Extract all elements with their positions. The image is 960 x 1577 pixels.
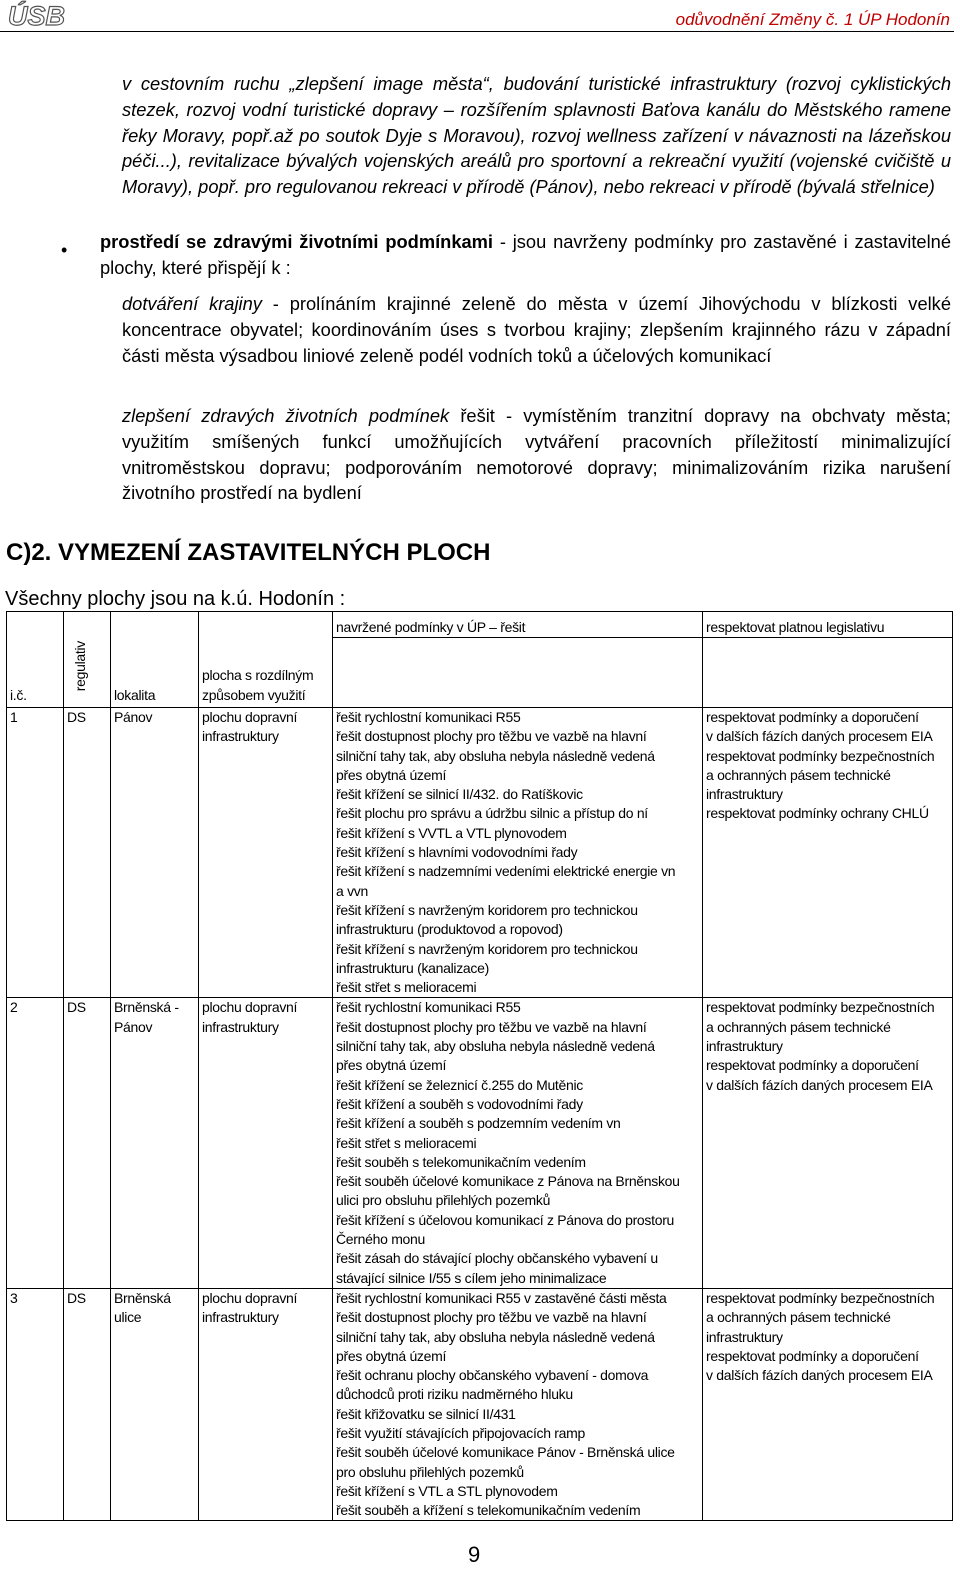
header-regulativ-label: regulativ — [72, 641, 88, 692]
table-row — [7, 708, 953, 998]
environment-bullet-item — [100, 229, 951, 281]
row-navrzene: řešit rychlostní komunikaci R55 řešit dostupnost plochy pro těžbu ve vazbě na hlavní silniční tahy tak, aby obsluha nebyla následně vedená přes obytná území řešit křížení se silnicí II/432. do Ratíškovic řešit plochu pro správu a údržbu silnic a přístup do ní řešit křížení s VVTL a VTL plynovodem řešit křížení s hlavními vodovodními řady řešit křížení s nadzemními vedeními elektrické energie vn a vvn řešit křížení s navrženým koridorem pro technickou infrastrukturu (produktovod a ropovod) řešit křížení s navrženým koridorem pro technickou infrastrukturu (kanalizace) řešit střet s melioracemi — [333, 708, 703, 998]
usb-logo — [6, 0, 74, 30]
row-regulativ: DS — [64, 1288, 111, 1521]
row-number: 1 — [7, 708, 64, 998]
row-respektovat: respektovat podmínky bezpečnostních a ochranných pásem technické infrastruktury respektovat podmínky a doporučení v dalších fázích daných procesem EIA — [703, 1288, 953, 1521]
bullet-marker: • — [61, 240, 68, 260]
header-cell-number: i.č. — [7, 612, 64, 708]
table-header-row-top — [7, 612, 953, 638]
landscape-paragraph — [122, 291, 951, 368]
row-lokalita: Pánov — [111, 708, 199, 998]
environment-bullet-text: - jsou navrženy podmínky pro zastavěné i zastavitelné plochy, které přispějí k : — [100, 231, 951, 278]
tourism-paragraph-text: v cestovním ruchu „zlepšení image města“, budování turistické infrastruktury (rozvoj cyklistických stezek, rozvoj vodní turistické dopravy – rozšířením splavnosti Baťova kanálu do Městského ramene řeky Moravy, popř.až po soutok Dyje s Moravou), rozvoj wellness zařízení v návaznosti na lázeňskou péči...), revitalizace bývalých vojenských areálů pro sportovní a rekreační využití (vojenské cvičiště u Moravy), popř. pro regulovanou rekreaci v přírodě (Pánov), nebo rekreaci v přírodě (bývalá střelnice) — [122, 73, 951, 198]
header-cell-plocha: plocha s rozdílným způsobem využití — [199, 612, 333, 708]
landscape-paragraph-text: - prolínáním krajinné zeleně do města v území Jihovýchodu v blízkosti velké koncentrace obyvatel; koordinováním úses s tvorbou krajiny; zlepšením krajinného rázu v západní části města výsadbou liniové zeleně podél vodních toků a účelových komunikací — [122, 293, 951, 366]
header-cell-respektovat: respektovat platnou legislativu — [703, 612, 953, 638]
row-respektovat: respektovat podmínky bezpečnostních a ochranných pásem technické infrastruktury respektovat podmínky a doporučení v dalších fázích daných procesem EIA — [703, 998, 953, 1288]
row-number: 3 — [7, 1288, 64, 1521]
section-heading: C)2. VYMEZENÍ ZASTAVITELNÝCH PLOCH — [6, 539, 491, 566]
row-navrzene: řešit rychlostní komunikaci R55 řešit dostupnost plochy pro těžbu ve vazbě na hlavní silniční tahy tak, aby obsluha nebyla následně vedená přes obytná území řešit křížení se železnicí č.255 do Mutěnic řešit křížení a souběh s vodovodními řady řešit křížení a souběh s podzemním vedením vn řešit střet s melioracemi řešit souběh s telekomunikačním vedením řešit souběh účelové komunikace z Pánova na Brněnskou ulici pro obsluhu přilehlých pozemků řešit křížení s účelovou komunikací z Pánova do prostoru Černého monu řešit zásah do stávající plochy občanského vybavení u stávající silnice I/55 s cílem jeho minimalizace — [333, 998, 703, 1288]
row-plocha: plochu dopravní infrastruktury — [199, 998, 333, 1288]
table-row — [7, 1288, 953, 1521]
header-cell-navrzene: navržené podmínky v ÚP – řešit — [333, 612, 703, 638]
document-header-title: odůvodnění Změny č. 1 ÚP Hodonín — [675, 10, 950, 29]
header-cell-respektovat-blank — [703, 638, 953, 708]
header-cell-navrzene-blank — [333, 638, 703, 708]
logo-text: ÚSB — [8, 1, 66, 30]
row-navrzene: řešit rychlostní komunikaci R55 v zastavěné části města řešit dostupnost plochy pro těžbu ve vazbě na hlavní silniční tahy tak, aby obsluha nebyla následně vedená přes obytná území řešit ochranu plochy občanského vybavení - domova důchodců proti riziku nadměrného hluku řešit křižovatku se silnicí II/431 řešit využití stávajících připojovacích ramp řešit souběh účelové komunikace Pánov - Brněnská ulice pro obsluhu přilehlých pozemků řešit křížení s VTL a STL plynovodem řešit souběh a křížení s telekomunikačním vedením — [333, 1288, 703, 1521]
row-respektovat: respektovat podmínky a doporučení v dalších fázích daných procesem EIA respektovat podmínky bezpečnostních a ochranných pásem technické infrastruktury respektovat podmínky ochrany CHLÚ — [703, 708, 953, 998]
header-cell-lokalita: lokalita — [111, 612, 199, 708]
health-paragraph-text: řešit - vymístěním tranzitní dopravy na obchvaty města; využitím smíšených funkcí umožňujících vytváření pracovních příležitostí minimalizující vnitroměstskou dopravu; podporováním nemotorové dopravy; minimalizováním rizika narušení životního prostředí na bydlení — [122, 405, 951, 504]
health-paragraph-title: zlepšení zdravých životních podmínek — [122, 405, 450, 426]
health-paragraph — [122, 403, 951, 506]
row-number: 2 — [7, 998, 64, 1288]
section-intro: Všechny plochy jsou na k.ú. Hodonín : — [5, 588, 346, 610]
tourism-paragraph — [122, 71, 951, 200]
row-regulativ: DS — [64, 708, 111, 998]
zoning-areas-table — [6, 611, 953, 1521]
landscape-paragraph-title: dotváření krajiny — [122, 293, 262, 314]
environment-bullet-bold: prostředí se zdravými životními podmínkami — [100, 231, 493, 252]
row-plocha: plochu dopravní infrastruktury — [199, 708, 333, 998]
table-row — [7, 998, 953, 1288]
row-plocha: plochu dopravní infrastruktury — [199, 1288, 333, 1521]
header-cell-regulativ — [64, 612, 111, 708]
row-lokalita: Brněnská ulice — [111, 1288, 199, 1521]
row-lokalita: Brněnská - Pánov — [111, 998, 199, 1288]
header-divider — [0, 31, 954, 32]
page-number: 9 — [468, 1542, 481, 1567]
row-regulativ: DS — [64, 998, 111, 1288]
